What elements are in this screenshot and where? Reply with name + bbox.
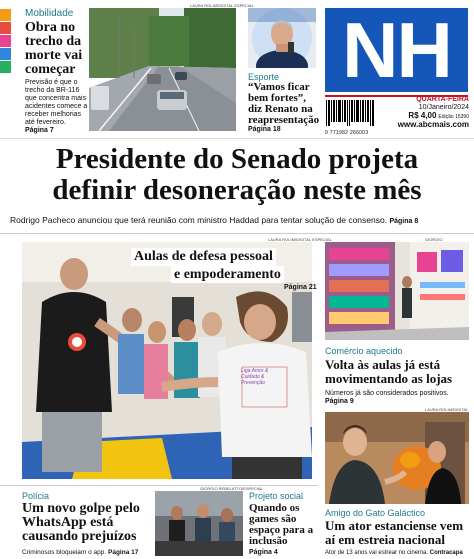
subhead-divider [0,233,474,234]
feature-title-line1 [131,248,276,266]
commerce-page: Página 9 [325,398,354,405]
actor-page: Contracapa [429,550,463,556]
color-bar-green [0,61,11,73]
main-subhead-page: Página 8 [389,218,419,225]
mobility-headline[interactable]: Obra no trecho da morte vai começar [25,20,83,77]
road-photo-image [89,8,236,131]
games-photo[interactable] [155,491,243,556]
sport-page: Página 18 [248,126,281,133]
social-headline[interactable]: Quando os games são espaço para a inclusão [249,502,314,547]
actor-headline[interactable]: Um ator estanciense vem aí em estreia nacional [325,518,464,547]
police-body [22,549,152,556]
feature-title-line1-text[interactable]: Aulas de defesa pessoal [134,249,273,264]
main-subhead [10,215,474,227]
main-headline-line2[interactable]: definir desoneração neste mês [52,174,422,206]
main-subhead-text: Rodrigo Pacheco anunciou que terá reunião com ministro Haddad para tentar solução de consenso. [10,215,388,225]
right2-credit: LAURA ROLIM/DIGITAL [425,407,469,412]
actor-photo[interactable] [325,412,469,504]
actor-body-text: Ator de 13 anos vai estrear no cinema. [325,550,429,556]
price: R$ 4,00 [408,111,437,120]
shirt-text: Liga Amor & Cuidado & Prevenção [241,368,269,386]
renato-photo-image [248,8,316,68]
actor-body [325,550,473,557]
social-page: Página 4 [249,549,278,556]
barcode-number: 9 771982 266003 [325,130,369,136]
barcode-image [325,100,375,126]
color-bar-orange [0,9,11,21]
color-bar-blue [0,48,11,60]
police-kicker: Polícia [22,491,50,501]
right1-credit: GIORGIO [425,237,443,242]
feature-page: Página 21 [284,284,317,291]
date: 10/Janeiro/2024 [418,104,469,111]
color-bar-red [0,22,11,34]
nh-logo[interactable]: NH [325,8,468,92]
top-divider [0,138,474,139]
commerce-headline[interactable]: Volta às aulas já está movimentando as lojas [325,357,453,386]
renato-photo[interactable] [248,8,316,68]
barcode [325,100,375,136]
commerce-body [325,390,473,406]
social-kicker: Projeto social [249,491,304,501]
main-headline-line1[interactable]: Presidente do Senado projeta [55,143,419,175]
sport-headline[interactable]: “Vamos ficar bem fortes”, diz Renato na reapresentação [248,81,320,126]
police-headline[interactable]: Um novo golpe pelo WhatsApp está causando prejuízos [22,501,140,544]
website[interactable]: www.abcmais.com [397,120,469,129]
police-page: Página 17 [108,549,139,556]
road-photo[interactable] [89,8,236,131]
road-photo-credit: LAURA ROLIM/DIGITAL ESPECIAL [190,3,254,8]
mobility-body [25,79,89,135]
commerce-kicker: Comércio aquecido [325,346,403,356]
social-photo-credit: GIORGIO REBELATTO/ESPECIAL [200,486,263,491]
police-body-text: Criminosos bloqueiam o app. [22,549,107,556]
date-block [383,96,469,129]
actor-photo-image [325,412,469,504]
mobility-body-text: Previsão é que o trecho da BR-116 que concentra mais acidentes comece a receber melhorias até fevereiro. [25,79,88,126]
store-photo[interactable] [325,242,469,340]
games-photo-image [155,491,243,556]
color-bar-pink [0,35,11,47]
sport-kicker: Esporte [248,72,280,82]
feature-title-line2 [171,266,284,283]
weekday: QUARTA-FEIRA [416,96,469,103]
store-photo-image [325,242,469,340]
actor-kicker: Amigo do Gato Galáctico [325,508,426,518]
mobility-kicker: Mobilidade [25,8,74,19]
commerce-body-text: Números já são considerados positivos. [325,390,449,397]
feature-title-line2-text[interactable]: e empoderamento [174,267,281,282]
mobility-page: Página 7 [25,127,54,134]
edition: Edição 15390 [438,114,469,120]
feature-credit: LAURA ROLIM/DIGITAL ESPECIAL [268,237,332,242]
bottom-divider [0,485,318,486]
